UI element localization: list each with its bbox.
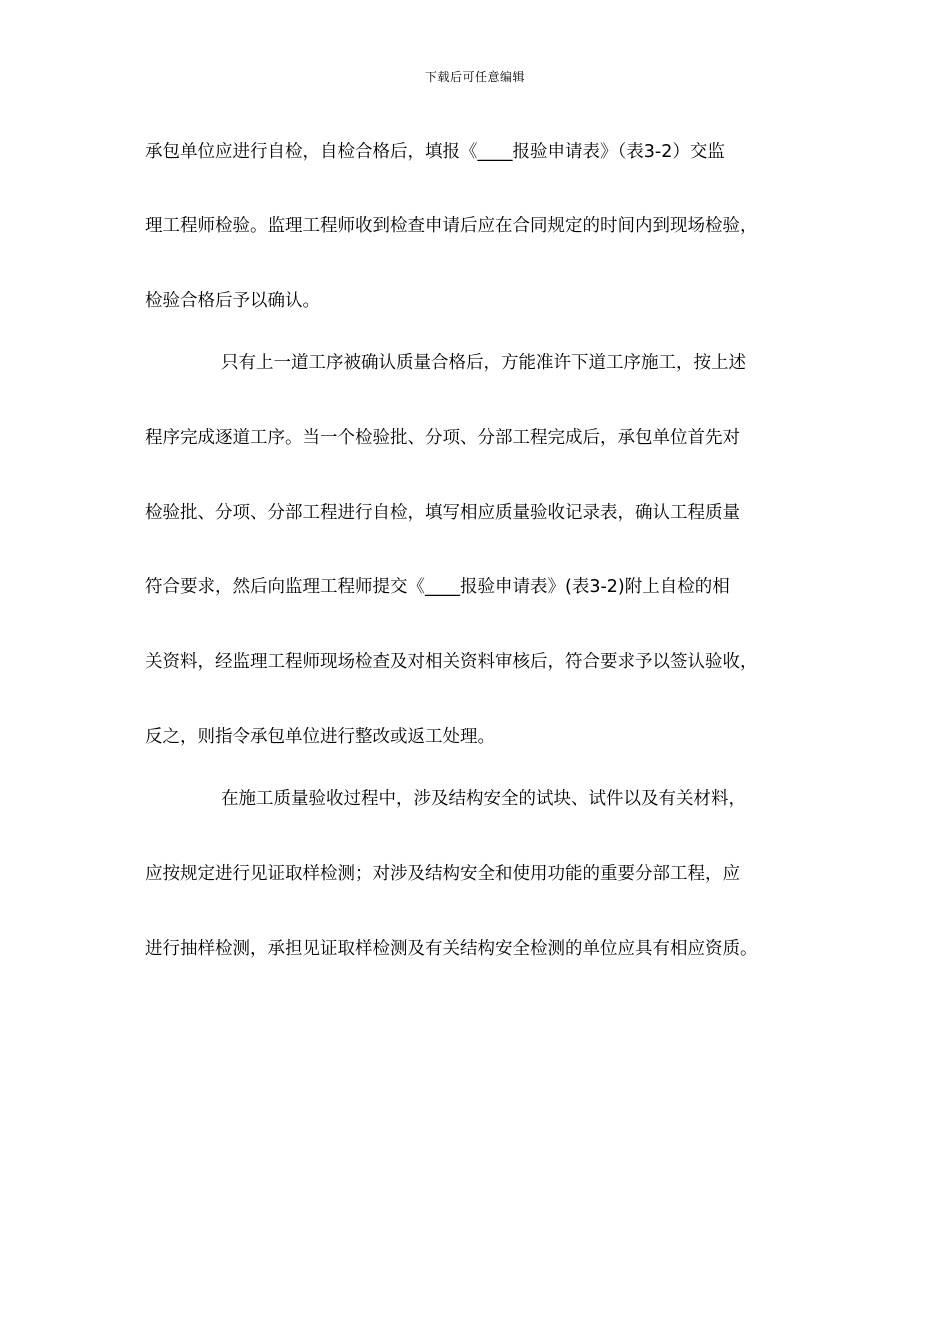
- paragraph-line: 反之，则指令承包单位进行整改或返工处理。: [145, 727, 495, 747]
- page-header: 下载后可任意编辑: [424, 70, 525, 84]
- paragraph-line: 符合要求，然后向监理工程师提交《____报验申请表》(表3-2)附上自检的相: [145, 577, 730, 597]
- paragraph-line: 承包单位应进行自检，自检合格后，填报《____报验申请表》（表3-2）交监: [145, 142, 725, 162]
- paragraph-line: 程序完成逐道工序。当一个检验批、分项、分部工程完成后，承包单位首先对: [145, 428, 740, 448]
- paragraph-line: 进行抽样检测，承担见证取样检测及有关结构安全检测的单位应具有相应资质。: [145, 939, 758, 959]
- paragraph-line: 应按规定进行见证取样检测；对涉及结构安全和使用功能的重要分部工程，应: [145, 864, 740, 884]
- paragraph-line: 在施工质量验收过程中，涉及结构安全的试块、试件以及有关材料，: [221, 789, 746, 809]
- paragraph-line: 检验合格后予以确认。: [145, 291, 320, 311]
- paragraph-line: 只有上一道工序被确认质量合格后，方能准许下道工序施工，按上述: [221, 353, 746, 373]
- paragraph-line: 关资料，经监理工程师现场检查及对相关资料审核后，符合要求予以签认验收，: [145, 652, 758, 672]
- paragraph-line: 理工程师检验。监理工程师收到检查申请后应在合同规定的时间内到现场检验，: [145, 216, 758, 236]
- paragraph-line: 检验批、分项、分部工程进行自检，填写相应质量验收记录表，确认工程质量: [145, 503, 740, 523]
